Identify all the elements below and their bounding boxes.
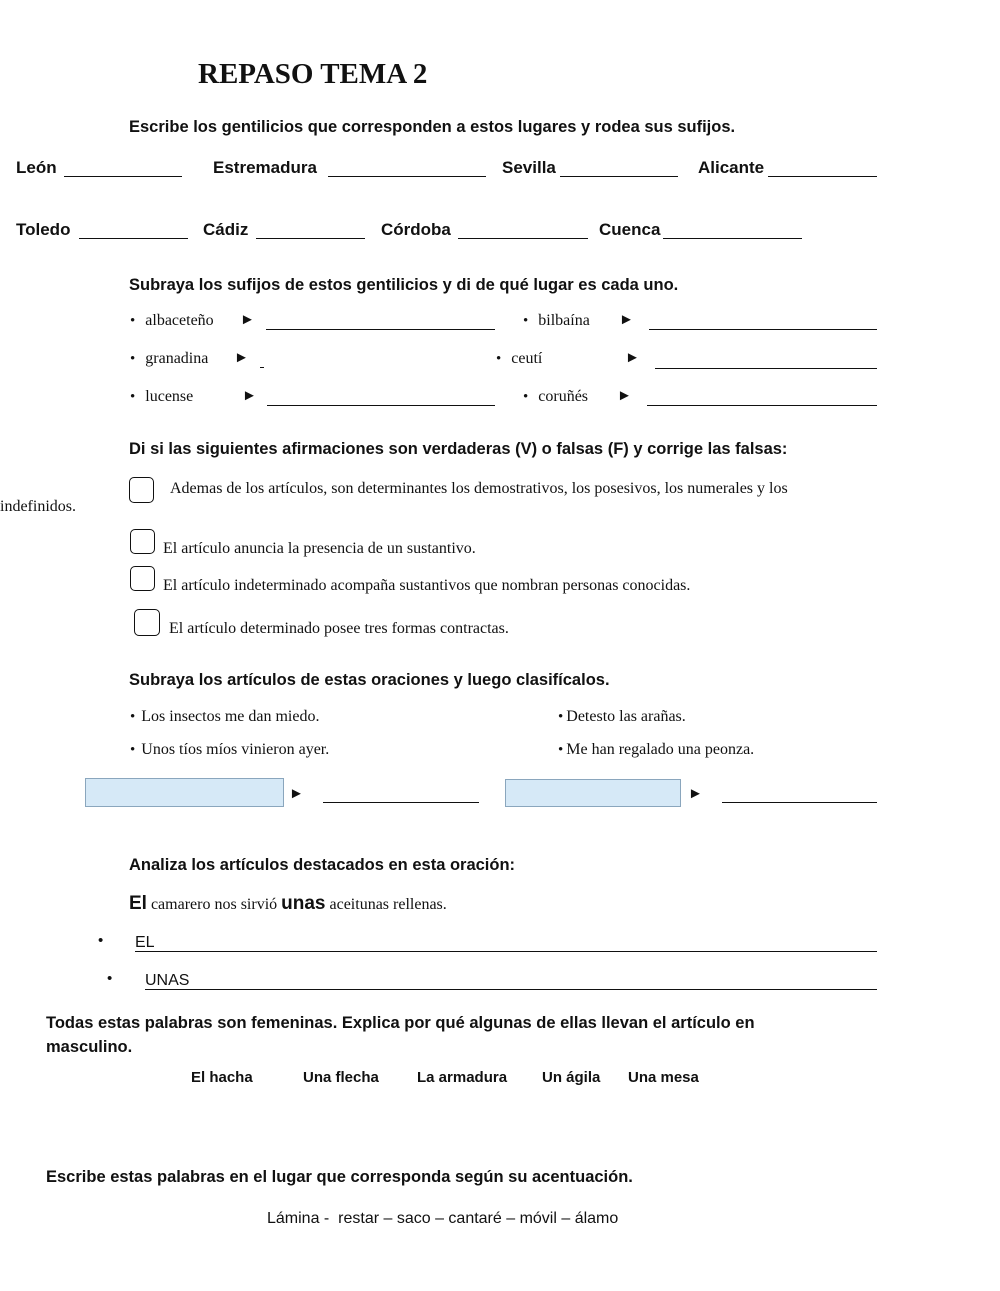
section7-instruction: Escribe estas palabras en el lugar que corresponda según su acentuación. [46, 1168, 633, 1186]
list-item [496, 350, 542, 368]
bullet: • [130, 742, 136, 758]
analysis-label-unas: UNAS [145, 972, 190, 989]
answer-line-leon[interactable] [64, 176, 182, 177]
answer-line-ceuti[interactable] [655, 368, 877, 369]
answer-line-alicante[interactable] [768, 176, 877, 177]
arrow-right-icon: ► [688, 786, 703, 802]
word-corunes: coruñés [538, 388, 589, 405]
place-cuenca: Cuenca [599, 220, 661, 239]
section6-instruction-continued: masculino. [46, 1038, 133, 1056]
answer-line-lucense[interactable] [267, 405, 495, 406]
answer-line-estremadura[interactable] [328, 176, 486, 177]
answer-line-corunes[interactable] [647, 405, 877, 406]
place-alicante: Alicante [698, 158, 765, 177]
place-sevilla: Sevilla [502, 158, 556, 177]
section5-instruction: Analiza los artículos destacados en esta oración: [129, 856, 516, 874]
word-un-agila: Un ágila [542, 1069, 601, 1086]
answer-line-cordoba[interactable] [458, 238, 588, 239]
analysis-label-el: EL [135, 934, 155, 951]
sentence-2: Detesto las arañas. [566, 708, 686, 725]
answer-line-cuenca[interactable] [663, 238, 802, 239]
answer-line-sevilla[interactable] [560, 176, 678, 177]
word-una-flecha: Una flecha [303, 1069, 379, 1086]
arrow-right-icon: ► [625, 350, 640, 366]
section4-instruction: Subraya los artículos de estas oraciones y luego clasifícalos. [129, 671, 610, 689]
arrow-right-icon: ► [617, 388, 632, 404]
bullet: • [130, 351, 136, 367]
highlighted-article-el: El [129, 893, 147, 914]
list-item [130, 312, 214, 330]
analysis-line-unas[interactable] [145, 989, 877, 990]
statement-3: El artículo indeterminado acompaña sustantivos que nombran personas conocidas. [163, 577, 691, 594]
vf-checkbox-4[interactable] [134, 609, 160, 636]
analysis-sentence [129, 893, 447, 915]
article-drop-box-1[interactable] [85, 778, 284, 807]
answer-line-toledo[interactable] [79, 238, 188, 239]
vf-checkbox-1[interactable] [129, 477, 154, 503]
arrow-right-icon: ► [289, 786, 304, 802]
bullet: • [558, 709, 564, 725]
analysis-line-el[interactable] [135, 951, 877, 952]
word-lucense: lucense [145, 388, 194, 405]
place-cordoba: Córdoba [381, 220, 451, 239]
bullet: • [523, 313, 529, 329]
answer-line-bilbaina[interactable] [649, 329, 877, 330]
bullet: • [107, 970, 113, 987]
statement-4: El artículo determinado posee tres formas contractas. [169, 620, 509, 637]
place-leon: León [16, 158, 57, 177]
vf-checkbox-3[interactable] [130, 566, 155, 591]
list-item [523, 312, 590, 330]
bullet: • [98, 932, 104, 949]
bullet: • [130, 709, 136, 725]
section3-instruction: Di si las siguientes afirmaciones son verdaderas (V) o falsas (F) y corrige las falsas: [129, 440, 788, 458]
place-estremadura: Estremadura [213, 158, 317, 177]
accent-words: Lámina - restar – saco – cantaré – móvil – álamo [267, 1210, 619, 1227]
bullet: • [558, 742, 564, 758]
classify-line-2[interactable] [722, 802, 877, 803]
sentence-text: camarero nos sirvió [146, 896, 282, 913]
answer-line-granadina[interactable] [260, 367, 264, 368]
bullet: • [130, 389, 136, 405]
list-item [558, 741, 754, 759]
statement-2: El artículo anuncia la presencia de un sustantivo. [163, 540, 476, 557]
answer-line-albaceteno[interactable] [266, 329, 495, 330]
arrow-right-icon: ► [619, 312, 634, 328]
statement-1-continued: indefinidos. [0, 498, 76, 515]
word-ceuti: ceutí [511, 350, 543, 367]
bullet: • [523, 389, 529, 405]
answer-line-cadiz[interactable] [256, 238, 365, 239]
statement-1: Ademas de los artículos, son determinantes los demostrativos, los posesivos, los numerales y los [170, 480, 788, 497]
word-albaceteno: albaceteño [145, 312, 214, 329]
place-toledo: Toledo [16, 220, 71, 239]
article-drop-box-2[interactable] [505, 779, 681, 807]
list-item [130, 741, 329, 759]
page-title: REPASO TEMA 2 [198, 58, 428, 90]
list-item [523, 388, 588, 406]
list-item [130, 708, 319, 726]
sentence-3: Unos tíos míos vinieron ayer. [141, 741, 330, 758]
list-item [130, 350, 208, 368]
sentence-text: aceitunas rellenas. [325, 896, 447, 913]
section6-instruction: Todas estas palabras son femeninas. Explica por qué algunas de ellas llevan el artículo en [46, 1014, 755, 1032]
arrow-right-icon: ► [240, 312, 255, 328]
section1-instruction: Escribe los gentilicios que corresponden a estos lugares y rodea sus sufijos. [129, 118, 736, 136]
vf-checkbox-2[interactable] [130, 529, 155, 554]
highlighted-article-unas: unas [281, 893, 326, 914]
sentence-1: Los insectos me dan miedo. [141, 708, 320, 725]
list-item [558, 708, 686, 726]
classify-line-1[interactable] [323, 802, 479, 803]
arrow-right-icon: ► [242, 388, 257, 404]
word-una-mesa: Una mesa [628, 1069, 699, 1086]
list-item [130, 388, 193, 406]
sentence-4: Me han regalado una peonza. [566, 741, 755, 758]
bullet: • [496, 351, 502, 367]
arrow-right-icon: ► [234, 350, 249, 366]
word-la-armadura: La armadura [417, 1069, 508, 1086]
word-granadina: granadina [145, 350, 209, 367]
section2-instruction: Subraya los sufijos de estos gentilicios y di de qué lugar es cada uno. [129, 276, 679, 294]
word-bilbaina: bilbaína [538, 312, 590, 329]
word-el-hacha: El hacha [191, 1069, 253, 1086]
place-cadiz: Cádiz [203, 220, 249, 239]
bullet: • [130, 313, 136, 329]
